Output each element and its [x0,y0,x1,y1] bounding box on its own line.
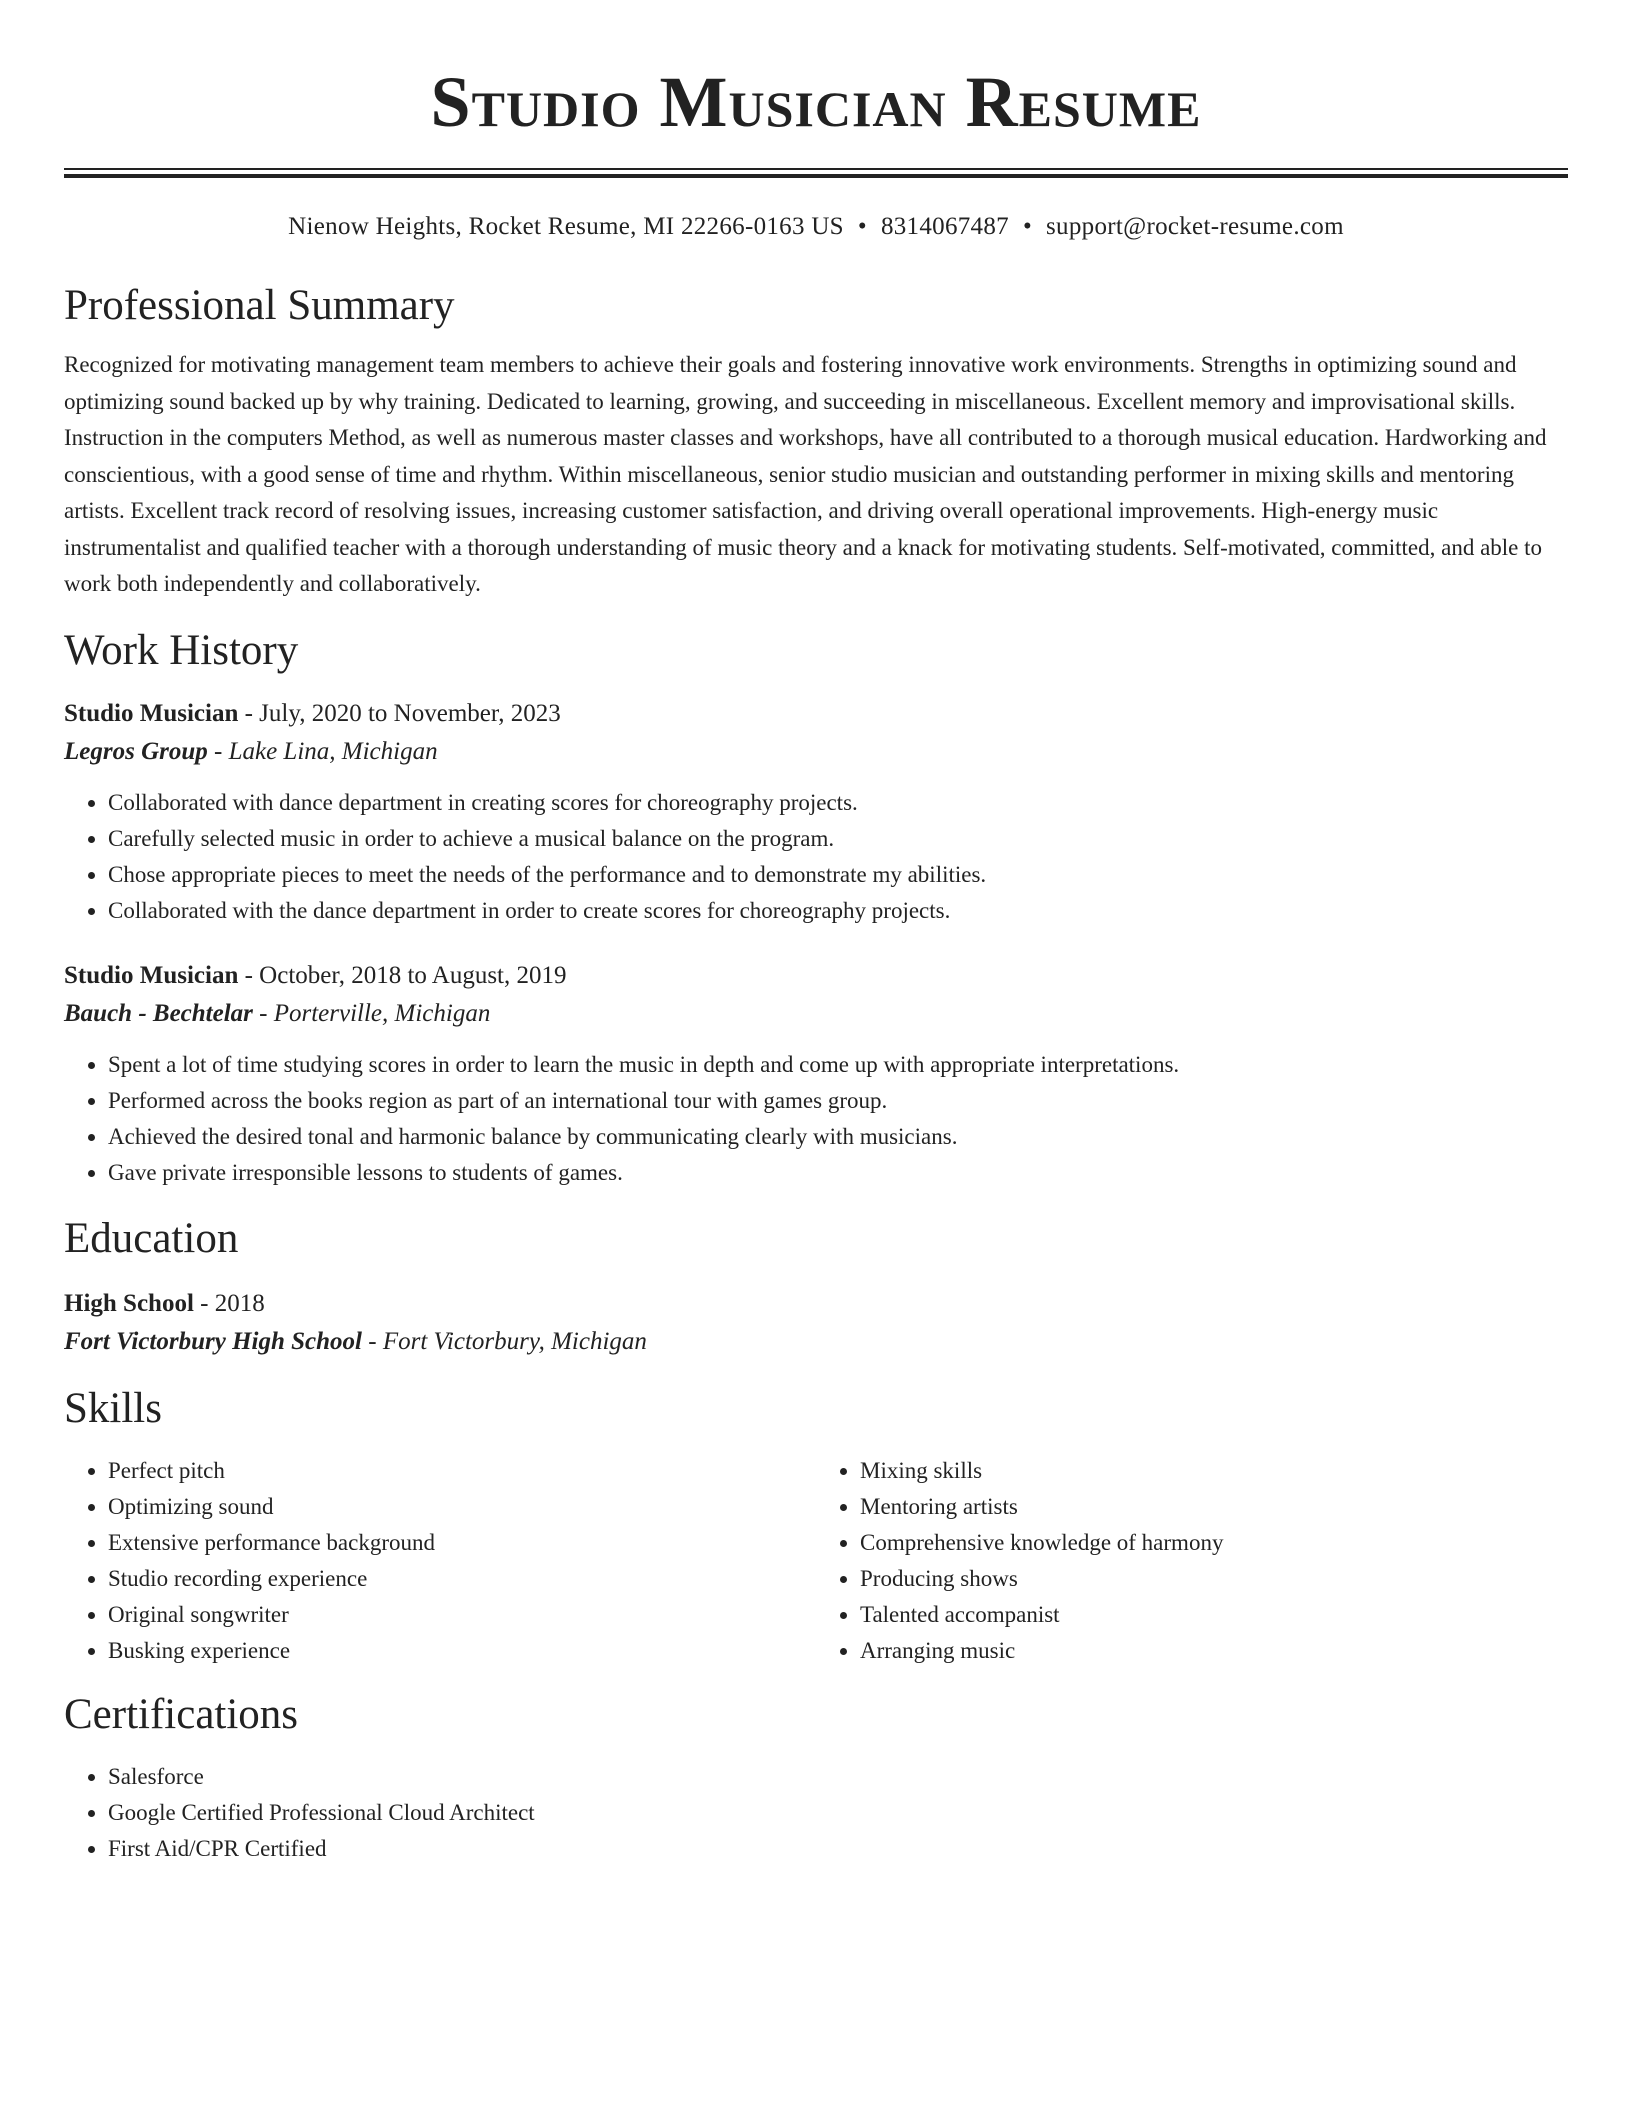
certification-item: • Google Certified Professional Cloud Architect [108,1795,1568,1831]
job-location: - Lake Lina, Michigan [207,737,438,765]
skills-heading: Skills [64,1384,162,1432]
skill-item: • Optimizing sound [108,1489,816,1525]
job-company-line [64,733,1568,771]
skills-grid [64,1453,1568,1669]
list-item: • Collaborated with the dance department in order to create scores for choreography projects. [108,893,1568,929]
list-item: • Spent a lot of time studying scores in order to learn the music in depth and come up with appropriate interpretations. [108,1047,1568,1083]
title-divider [64,168,1568,178]
summary-section [64,280,1568,603]
contact-address: Nienow Heights, Rocket Resume, MI 22266-0163 US [288,213,844,240]
skills-list-right [816,1453,1568,1669]
job-company: Legros Group [64,737,208,765]
contact-separator: • [1022,213,1033,240]
job-title: Studio Musician [64,961,239,989]
list-item: • Achieved the desired tonal and harmonic balance by communicating clearly with musicians. [108,1119,1568,1155]
skill-item: • Busking experience [108,1633,816,1669]
job-title: Studio Musician [64,699,239,727]
education-degree: High School [64,1289,194,1317]
summary-heading: Professional Summary [64,282,455,329]
contact-separator: • [857,213,867,240]
education-location: - Fort Victorbury, Michigan [362,1327,647,1355]
contact-email: support@rocket-resume.com [1046,213,1344,240]
skills-list-left [64,1453,816,1669]
skill-item: • Original songwriter [108,1597,816,1633]
list-item: • Carefully selected music in order to achieve a musical balance on the program. [108,821,1568,857]
job-bullet-list [64,785,1568,929]
certifications-section [64,1689,1568,1867]
job-bullet-list [64,1047,1568,1191]
job-entry [64,695,1568,929]
work-history-section [64,625,1568,1191]
skill-item: • Extensive performance background [108,1525,816,1561]
skill-item: • Perfect pitch [108,1453,816,1489]
job-location: - Porterville, Michigan [252,999,491,1027]
certifications-list [64,1759,1568,1867]
skill-item: • Talented accompanist [860,1597,1568,1633]
list-item: • Performed across the books region as part of an international tour with games group. [108,1083,1568,1119]
certifications-heading: Certifications [64,1690,299,1738]
work-history-heading: Work History [64,626,299,674]
job-dates: - July, 2020 to November, 2023 [238,699,561,727]
skill-item: • Mixing skills [860,1453,1568,1489]
list-item: • Collaborated with dance department in creating scores for choreography projects. [108,785,1568,821]
certification-item: • Salesforce [108,1759,1568,1795]
page-title: Studio Musician Resume [430,62,1202,142]
education-section [64,1213,1568,1361]
education-year: - 2018 [193,1289,265,1317]
list-item: • Gave private irresponsible lessons to students of games. [108,1155,1568,1191]
certification-item: • First Aid/CPR Certified [108,1831,1568,1867]
list-item: • Chose appropriate pieces to meet the needs of the performance and to demonstrate my abilities. [108,857,1568,893]
job-title-line [64,695,1568,733]
contact-phone: 8314067487 [880,213,1009,240]
contact-line [64,210,1568,244]
job-title-line [64,957,1568,995]
skills-section [64,1383,1568,1669]
education-school-line [64,1323,1568,1361]
education-heading: Education [64,1214,239,1262]
skill-item: • Comprehensive knowledge of harmony [860,1525,1568,1561]
skill-item: • Studio recording experience [108,1561,816,1597]
job-company-line [64,995,1568,1033]
job-entry [64,957,1568,1191]
summary-text: Recognized for motivating management team members to achieve their goals and fostering innovative work environments. Strengths in optimizing sound and optimizing sound backed up by why training. Dedicated to learning, growing, and succeeding in miscellaneous. Excellent memory and improvisational skills. Instruction in the computers Method, as well as numerous master classes and workshops, have all contributed to a thorough musical education. Hardworking and conscientious, with a good sense of time and rhythm. Within miscellaneous, senior studio musician and outstanding performer in mixing skills and mentoring artists. Excellent track record of resolving issues, increasing customer satisfaction, and driving overall operational improvements. High-energy music instrumentalist and qualified teacher with a thorough understanding of music theory and a knack for motivating students. Self-motivated, committed, and able to work both independently and collaboratively. [64,352,1547,596]
skill-item: • Mentoring artists [860,1489,1568,1525]
skill-item: • Producing shows [860,1561,1568,1597]
education-degree-line [64,1285,1568,1323]
job-company: Bauch - Bechtelar [64,999,253,1027]
job-dates: - October, 2018 to August, 2019 [238,961,567,989]
education-school: Fort Victorbury High School [64,1327,362,1355]
skill-item: • Arranging music [860,1633,1568,1669]
